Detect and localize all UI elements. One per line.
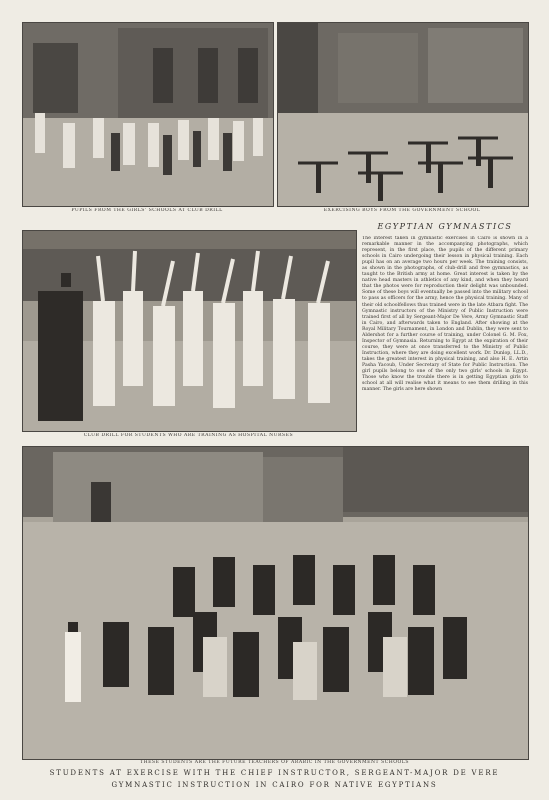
bottom-caption-students: STUDENTS AT EXERCISE WITH THE CHIEF INSTRUCTOR, SERGEANT-MAJOR DE VERE [49,769,500,777]
caption-nurses-club-drill: CLUB DRILL FOR STUDENTS WHO ARE TRAINING AS HOSPITAL NURSES [83,433,294,438]
caption-future-teachers: THESE STUDENTS ARE THE FUTURE TEACHERS OF ARABIC IN THE GOVERNMENT SCHOOLS [140,760,409,765]
caption-boys-exercise: EXERCISING BOYS FROM THE GOVERNMENT SCHOOL [323,208,481,213]
photo-boys-exercise [277,22,529,207]
caption-girls-club-drill: PUPILS FROM THE GIRLS' SCHOOLS AT CLUB DRILL [71,208,223,213]
article-body: The interest taken in gymnastic exercises in Cairo is shown in a remarkable manner in the accompanying photographs, which represent, in the first place, the pupils of the different primary schools in Cairo undergoing their lesson in physical training. Each pupil has on an average two hours per week. The training consists, as shown in the photographs, of club-drill and free gymnastics, as taught to the British army at home. Great interest is taken by the native head masters in athletics of any kind, and when they heard that the photos were for reproduction their delight was unbounded. Some of these boys will eventually be passed into the military school to pass as officers for the army, hence the physical training. Many of their old schoolfellows thus trained were in the late Atbara fight. The Gymnastic instructors of the Ministry of Public Instruction were trained first of all by Sergeant-Major De Vere, Army Gymnastic Staff in Cairo, and afterwards taken to England. After showing at the Royal Military Tournament, in London and Dublin, they were sent to Aldershot for a further course of training, under Colonel G. M. Fox, Inspector of Gymnasia. Returning to Egypt at the expiration of their course, they were at once transferred to the Ministry of Public Instruction, where they are doing excellent work. Dr. Dunlop, LL.D., takes the greatest interest in physical training, and also H. E. Artin Pasha Yacoub, Under Secretary of State for Public Instruction. The girl pupils belong to one of the only two girls' schools in Egypt. Those who know the trouble there is in getting Egyptian girls to school at all will realise what it means to see them drilling in this manner. The girls are here shown [362,236,528,393]
article-title: EGYPTIAN GYMNASTICS [377,222,513,231]
page-title: GYMNASTIC INSTRUCTION IN CAIRO FOR NATIVE EGYPTIANS [111,781,438,789]
photo-nurses-club-drill [22,230,357,432]
photo-girls-club-drill [22,22,274,207]
photo-students-exercise [22,446,529,760]
